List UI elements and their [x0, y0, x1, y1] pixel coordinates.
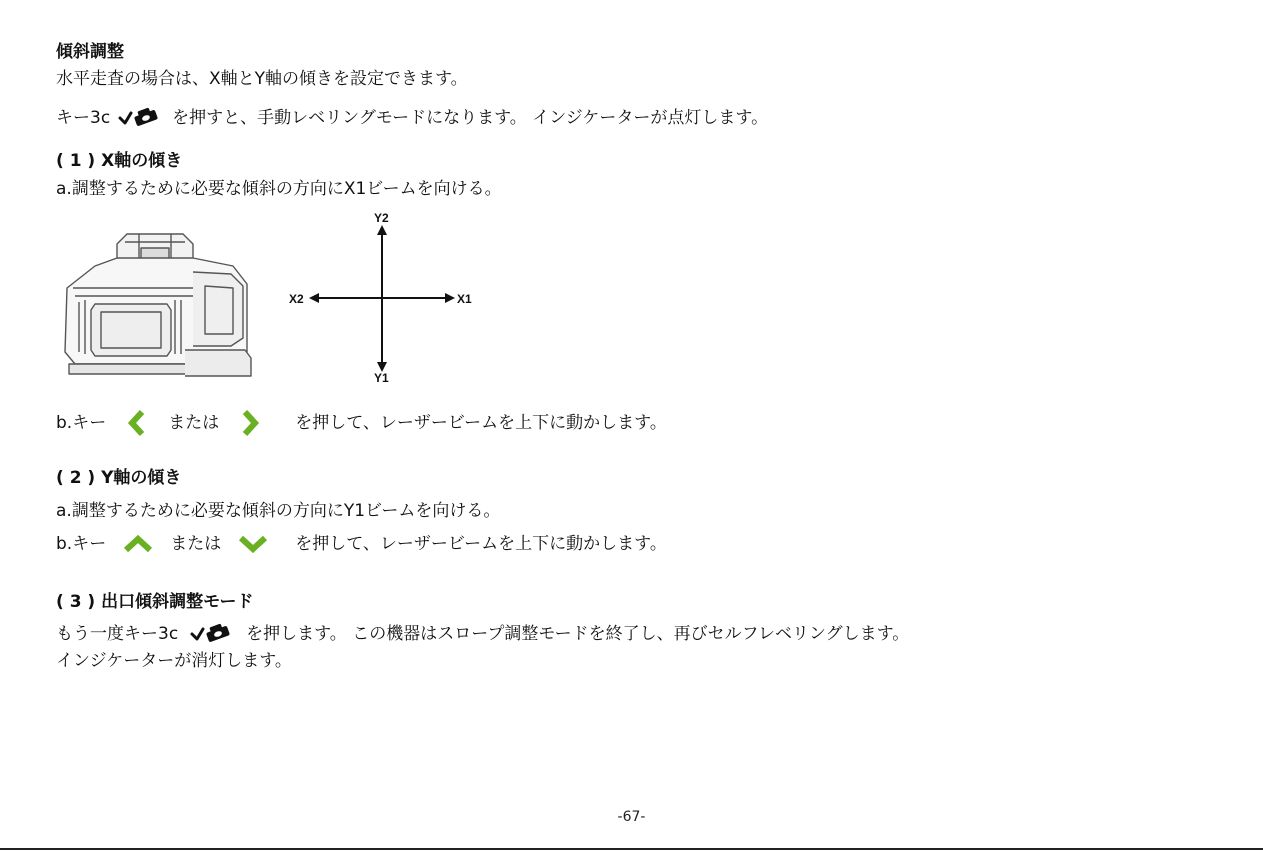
section2-heading [56, 467, 181, 489]
section1-step-a [56, 178, 502, 200]
section3-heading [56, 591, 253, 613]
page-title [56, 41, 124, 63]
intro-text-content: 水平走査の場合は、X軸とY軸の傾きを設定できます。 [56, 69, 468, 89]
section1-heading-text: ( 1 ) X軸の傾き [56, 151, 183, 171]
section3-line2 [56, 650, 292, 672]
section1-step-b [56, 408, 667, 438]
section2-step-b-or: または [170, 534, 222, 554]
bottom-divider [0, 848, 1263, 850]
page-title-text: 傾斜調整 [56, 42, 124, 62]
section2-step-b-prefix: b.キー [56, 534, 107, 554]
axis-label-y2: Y2 [374, 211, 389, 225]
axis-diagram [285, 210, 485, 385]
section3-line1 [56, 622, 909, 646]
section1-step-b-prefix: b.キー [56, 413, 107, 433]
page-number: -67- [617, 809, 646, 825]
key3c-prefix: キー3c [56, 108, 111, 128]
key3c-suffix: を押すと、手動レベリングモードになります。 インジケーターが点灯します。 [172, 108, 769, 128]
section2-step-a-text: a.調整するために必要な傾斜の方向にY1ビームを向ける。 [56, 501, 501, 521]
section1-step-b-suffix: を押して、レーザービームを上下に動かします。 [295, 413, 667, 433]
key3c-instruction [56, 106, 768, 130]
chevron-down-icon [237, 533, 269, 555]
section2-step-b [56, 533, 667, 555]
section3-line2-text: インジケーターが消灯します。 [56, 651, 292, 671]
chevron-left-icon [126, 408, 148, 438]
section3-line1-prefix: もう一度キー3c [56, 624, 179, 644]
chevron-right-icon [239, 408, 261, 438]
section1-heading [56, 150, 182, 172]
axis-label-y1: Y1 [374, 371, 389, 385]
axis-label-x1: X1 [457, 292, 472, 306]
rotary-laser-illustration [55, 226, 255, 386]
tilt-key-icon [118, 106, 162, 130]
section1-step-a-text: a.調整するために必要な傾斜の方向にX1ビームを向ける。 [56, 179, 502, 199]
tilt-key-icon [190, 622, 234, 646]
section2-step-b-suffix: を押して、レーザービームを上下に動かします。 [295, 534, 667, 554]
section2-step-a [56, 500, 500, 522]
axis-label-x2: X2 [289, 292, 304, 306]
section1-step-b-or: または [168, 413, 220, 433]
section3-line1-suffix: を押します。 この機器はスロープ調整モードを終了し、再びセルフレベリングします。 [246, 624, 910, 644]
section3-heading-text: ( 3 ) 出口傾斜調整モード [56, 592, 254, 612]
intro-text [56, 68, 468, 90]
chevron-up-icon [122, 533, 154, 555]
section2-heading-text: ( 2 ) Y軸の傾き [56, 468, 182, 488]
